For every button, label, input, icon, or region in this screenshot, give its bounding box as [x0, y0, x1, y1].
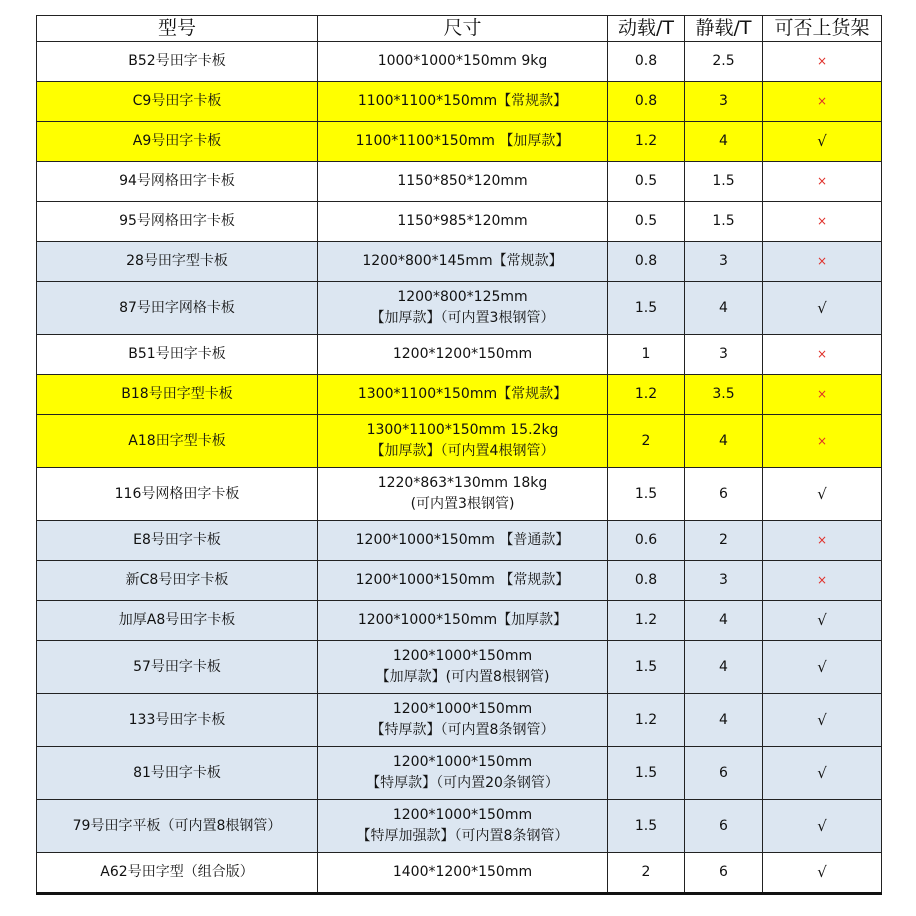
size-line: 【特厚加强款】（可内置8条钢管） — [356, 828, 569, 844]
header-size: 尺寸 — [318, 16, 608, 42]
table-row — [37, 42, 882, 82]
table-row — [37, 375, 882, 415]
size-line: 1000*1000*150mm 9kg — [377, 53, 548, 69]
dynamic-load-cell: 2 — [608, 415, 685, 468]
table-row — [37, 202, 882, 242]
dynamic-load-cell: 1.2 — [608, 601, 685, 641]
static-load-cell: 6 — [685, 853, 763, 894]
size-line: 1200*1000*150mm — [392, 807, 533, 823]
dynamic-load-cell: 1.5 — [608, 641, 685, 694]
shelf-yes-cell: √ — [763, 601, 882, 641]
static-load-cell: 2 — [685, 521, 763, 561]
table-row — [37, 82, 882, 122]
shelf-no-cell: × — [763, 202, 882, 242]
shelf-no-cell: × — [763, 521, 882, 561]
size-cell — [318, 468, 608, 521]
table-row — [37, 282, 882, 335]
static-load-cell: 6 — [685, 468, 763, 521]
size-line: 1200*1200*150mm — [392, 346, 533, 362]
table-row — [37, 694, 882, 747]
dynamic-load-cell: 0.5 — [608, 162, 685, 202]
shelf-yes-cell: √ — [763, 282, 882, 335]
table-row — [37, 162, 882, 202]
static-load-cell: 1.5 — [685, 202, 763, 242]
size-cell — [318, 641, 608, 694]
size-line: 1200*1000*150mm 【常规款】 — [355, 572, 570, 588]
dynamic-load-cell: 1.2 — [608, 694, 685, 747]
size-line: 【特厚款】（可内置8条钢管） — [370, 722, 555, 738]
size-cell — [318, 202, 608, 242]
size-cell — [318, 42, 608, 82]
size-line: 【特厚款】（可内置20条钢管） — [366, 775, 559, 791]
dynamic-load-cell: 1.2 — [608, 375, 685, 415]
model-cell: 57号田字卡板 — [37, 641, 318, 694]
table-row — [37, 641, 882, 694]
header-row — [37, 16, 882, 42]
size-cell — [318, 521, 608, 561]
static-load-cell: 4 — [685, 694, 763, 747]
model-cell: 加厚A8号田字卡板 — [37, 601, 318, 641]
table-row — [37, 415, 882, 468]
pallet-spec-table — [36, 15, 882, 895]
static-load-cell: 4 — [685, 601, 763, 641]
shelf-no-cell: × — [763, 42, 882, 82]
static-load-cell: 1.5 — [685, 162, 763, 202]
static-load-cell: 3 — [685, 242, 763, 282]
model-cell: 79号田字平板（可内置8根钢管） — [37, 800, 318, 853]
static-load-cell: 4 — [685, 415, 763, 468]
static-load-cell: 4 — [685, 282, 763, 335]
shelf-yes-cell: √ — [763, 122, 882, 162]
size-line: 1200*1000*150mm — [392, 701, 533, 717]
table-row — [37, 242, 882, 282]
size-line: 【加厚款】(可内置8根钢管) — [375, 669, 550, 685]
table-row — [37, 122, 882, 162]
dynamic-load-cell: 0.5 — [608, 202, 685, 242]
dynamic-load-cell: 0.8 — [608, 82, 685, 122]
header-dynamic-load: 动载/T — [608, 16, 685, 42]
size-line: 1200*800*145mm【常规款】 — [362, 253, 563, 269]
dynamic-load-cell: 0.8 — [608, 42, 685, 82]
size-cell — [318, 242, 608, 282]
static-load-cell: 4 — [685, 641, 763, 694]
model-cell: 28号田字型卡板 — [37, 242, 318, 282]
table-row — [37, 468, 882, 521]
shelf-no-cell: × — [763, 82, 882, 122]
static-load-cell: 6 — [685, 747, 763, 800]
shelf-yes-cell: √ — [763, 800, 882, 853]
size-cell — [318, 601, 608, 641]
dynamic-load-cell: 1.5 — [608, 282, 685, 335]
model-cell: 新C8号田字卡板 — [37, 561, 318, 601]
dynamic-load-cell: 0.8 — [608, 242, 685, 282]
table-row — [37, 601, 882, 641]
model-cell: A9号田字卡板 — [37, 122, 318, 162]
size-line: 1400*1200*150mm — [392, 864, 533, 880]
header-shelf: 可否上货架 — [763, 16, 882, 42]
table-row — [37, 521, 882, 561]
size-cell — [318, 82, 608, 122]
static-load-cell: 3 — [685, 335, 763, 375]
size-line: 1100*1100*150mm 【加厚款】 — [355, 133, 570, 149]
dynamic-load-cell: 0.8 — [608, 561, 685, 601]
size-line: 1150*850*120mm — [397, 173, 528, 189]
size-line: 1200*1000*150mm — [392, 648, 533, 664]
model-cell: 87号田字网格卡板 — [37, 282, 318, 335]
model-cell: B18号田字型卡板 — [37, 375, 318, 415]
model-cell: 81号田字卡板 — [37, 747, 318, 800]
shelf-yes-cell: √ — [763, 641, 882, 694]
model-cell: 94号网格田字卡板 — [37, 162, 318, 202]
shelf-yes-cell: √ — [763, 468, 882, 521]
shelf-yes-cell: √ — [763, 694, 882, 747]
shelf-no-cell: × — [763, 561, 882, 601]
dynamic-load-cell: 1.5 — [608, 800, 685, 853]
shelf-no-cell: × — [763, 162, 882, 202]
size-cell — [318, 747, 608, 800]
size-cell — [318, 853, 608, 894]
size-cell — [318, 162, 608, 202]
static-load-cell: 6 — [685, 800, 763, 853]
dynamic-load-cell: 1 — [608, 335, 685, 375]
shelf-no-cell: × — [763, 335, 882, 375]
dynamic-load-cell: 2 — [608, 853, 685, 894]
shelf-no-cell: × — [763, 242, 882, 282]
static-load-cell: 2.5 — [685, 42, 763, 82]
size-cell — [318, 415, 608, 468]
table-row — [37, 561, 882, 601]
dynamic-load-cell: 0.6 — [608, 521, 685, 561]
dynamic-load-cell: 1.2 — [608, 122, 685, 162]
header-static-load: 静载/T — [685, 16, 763, 42]
shelf-yes-cell: √ — [763, 747, 882, 800]
shelf-no-cell: × — [763, 375, 882, 415]
header-model: 型号 — [37, 16, 318, 42]
model-cell: 116号网格田字卡板 — [37, 468, 318, 521]
model-cell: 95号网格田字卡板 — [37, 202, 318, 242]
model-cell: B52号田字卡板 — [37, 42, 318, 82]
size-line: 【加厚款】（可内置4根钢管） — [370, 443, 555, 459]
model-cell: A18田字型卡板 — [37, 415, 318, 468]
size-cell — [318, 282, 608, 335]
table-row — [37, 800, 882, 853]
shelf-no-cell: × — [763, 415, 882, 468]
size-cell — [318, 122, 608, 162]
model-cell: A62号田字型（组合版） — [37, 853, 318, 894]
size-line: 1200*1000*150mm【加厚款】 — [357, 612, 568, 628]
size-line: 1150*985*120mm — [397, 213, 528, 229]
dynamic-load-cell: 1.5 — [608, 747, 685, 800]
size-line: 1100*1100*150mm【常规款】 — [357, 93, 568, 109]
size-cell — [318, 561, 608, 601]
size-line: 1200*1000*150mm — [392, 754, 533, 770]
shelf-yes-cell: √ — [763, 853, 882, 894]
size-cell — [318, 694, 608, 747]
table-row — [37, 747, 882, 800]
model-cell: E8号田字卡板 — [37, 521, 318, 561]
static-load-cell: 3 — [685, 82, 763, 122]
static-load-cell: 3.5 — [685, 375, 763, 415]
static-load-cell: 3 — [685, 561, 763, 601]
table-row — [37, 335, 882, 375]
model-cell: 133号田字卡板 — [37, 694, 318, 747]
size-cell — [318, 335, 608, 375]
size-line: 1300*1100*150mm 15.2kg — [366, 422, 559, 438]
dynamic-load-cell: 1.5 — [608, 468, 685, 521]
model-cell: C9号田字卡板 — [37, 82, 318, 122]
size-line: 1220*863*130mm 18kg — [377, 475, 548, 491]
size-cell — [318, 375, 608, 415]
size-line: (可内置3根钢管) — [410, 496, 515, 512]
size-cell — [318, 800, 608, 853]
size-line: 1200*1000*150mm 【普通款】 — [355, 532, 570, 548]
static-load-cell: 4 — [685, 122, 763, 162]
size-line: 1300*1100*150mm【常规款】 — [357, 386, 568, 402]
size-line: 【加厚款】（可内置3根钢管） — [370, 310, 555, 326]
size-line: 1200*800*125mm — [397, 289, 528, 305]
table-row — [37, 853, 882, 894]
model-cell: B51号田字卡板 — [37, 335, 318, 375]
